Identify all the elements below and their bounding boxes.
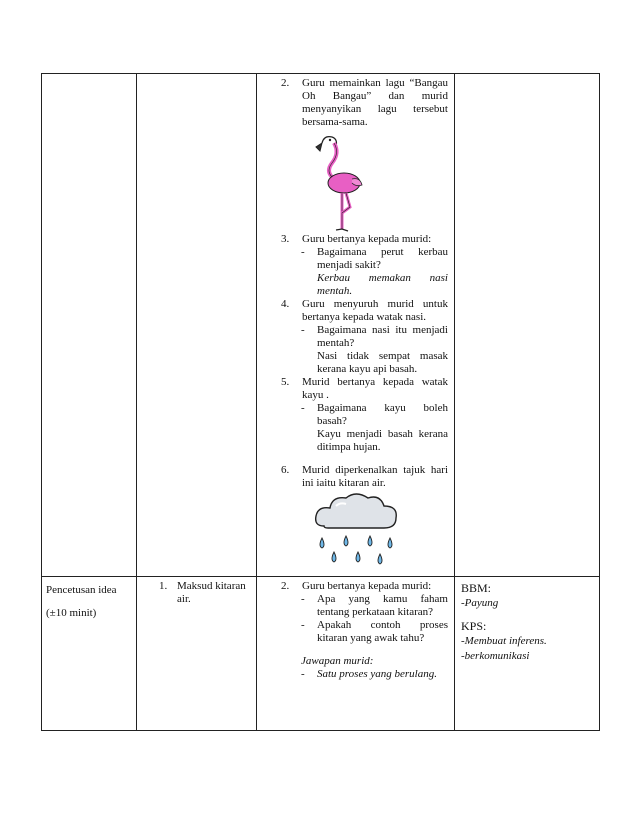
sub-item: - Apa yang kamu faham tentang perkataan kitaran? [301,593,448,618]
activity-cell [257,577,455,731]
list-item: 5. Murid bertanya kepada watak kayu . [281,376,448,401]
resources-cell-empty [455,74,600,577]
activity-cell [257,74,455,577]
table-row [42,577,600,731]
sub-item: - Bagaimana kayu boleh basah? [301,402,448,427]
sub-item: - Apakah contoh proses kitaran yang awak tahu? [301,619,448,644]
flamingo-image [257,129,454,233]
bbm-value: -Payung [461,597,499,609]
list-item: 3. Guru bertanya kepada murid: [281,233,432,245]
rain-cloud-image [257,490,454,572]
answer-label: Jawapan murid: [301,655,374,667]
bbm-label: BBM: [461,581,492,595]
stage-label: Pencetusan idea [46,584,117,596]
kps-label: KPS: [461,619,487,633]
sub-item: - Bagaimana nasi itu menjadi mentah? [301,324,448,349]
answer-text: Kayu menjadi basah kerana ditimpa hujan. [317,428,448,453]
answer-text: Kerbau memakan nasi mentah. [317,272,448,297]
content-text: Maksud kitaran air. [177,580,246,605]
list-item: 4. Guru menyuruh murid untuk bertanya kepada watak nasi. [281,298,448,323]
list-item: 2. Guru bertanya kepada murid: [281,580,432,592]
list-item: 6. Murid diperkenalkan tajuk hari ini iaitu kitaran air. [281,464,448,489]
kps-value: -Membuat inferens. [461,635,547,647]
stage-cell [42,577,137,731]
kps-value: -berkomunikasi [461,650,530,662]
time-label: (±10 minit) [46,607,97,619]
sub-item: - Bagaimana perut kerbau menjadi sakit? [301,246,448,271]
content-cell-empty [137,74,257,577]
resources-cell [455,577,600,731]
sub-item: - Satu proses yang berulang. [301,668,437,680]
stage-cell-empty [42,74,137,577]
content-cell [137,577,257,731]
list-item: 2. Guru memainkan lagu “Bangau Oh Bangau” dan murid menyanyikan lagu tersebut bersama-sama. [281,77,448,128]
lesson-plan-table [41,73,600,731]
table-row [42,74,600,577]
answer-text: Nasi tidak sempat masak kerana kayu api basah. [317,350,448,375]
content-number: 1. [159,580,168,592]
